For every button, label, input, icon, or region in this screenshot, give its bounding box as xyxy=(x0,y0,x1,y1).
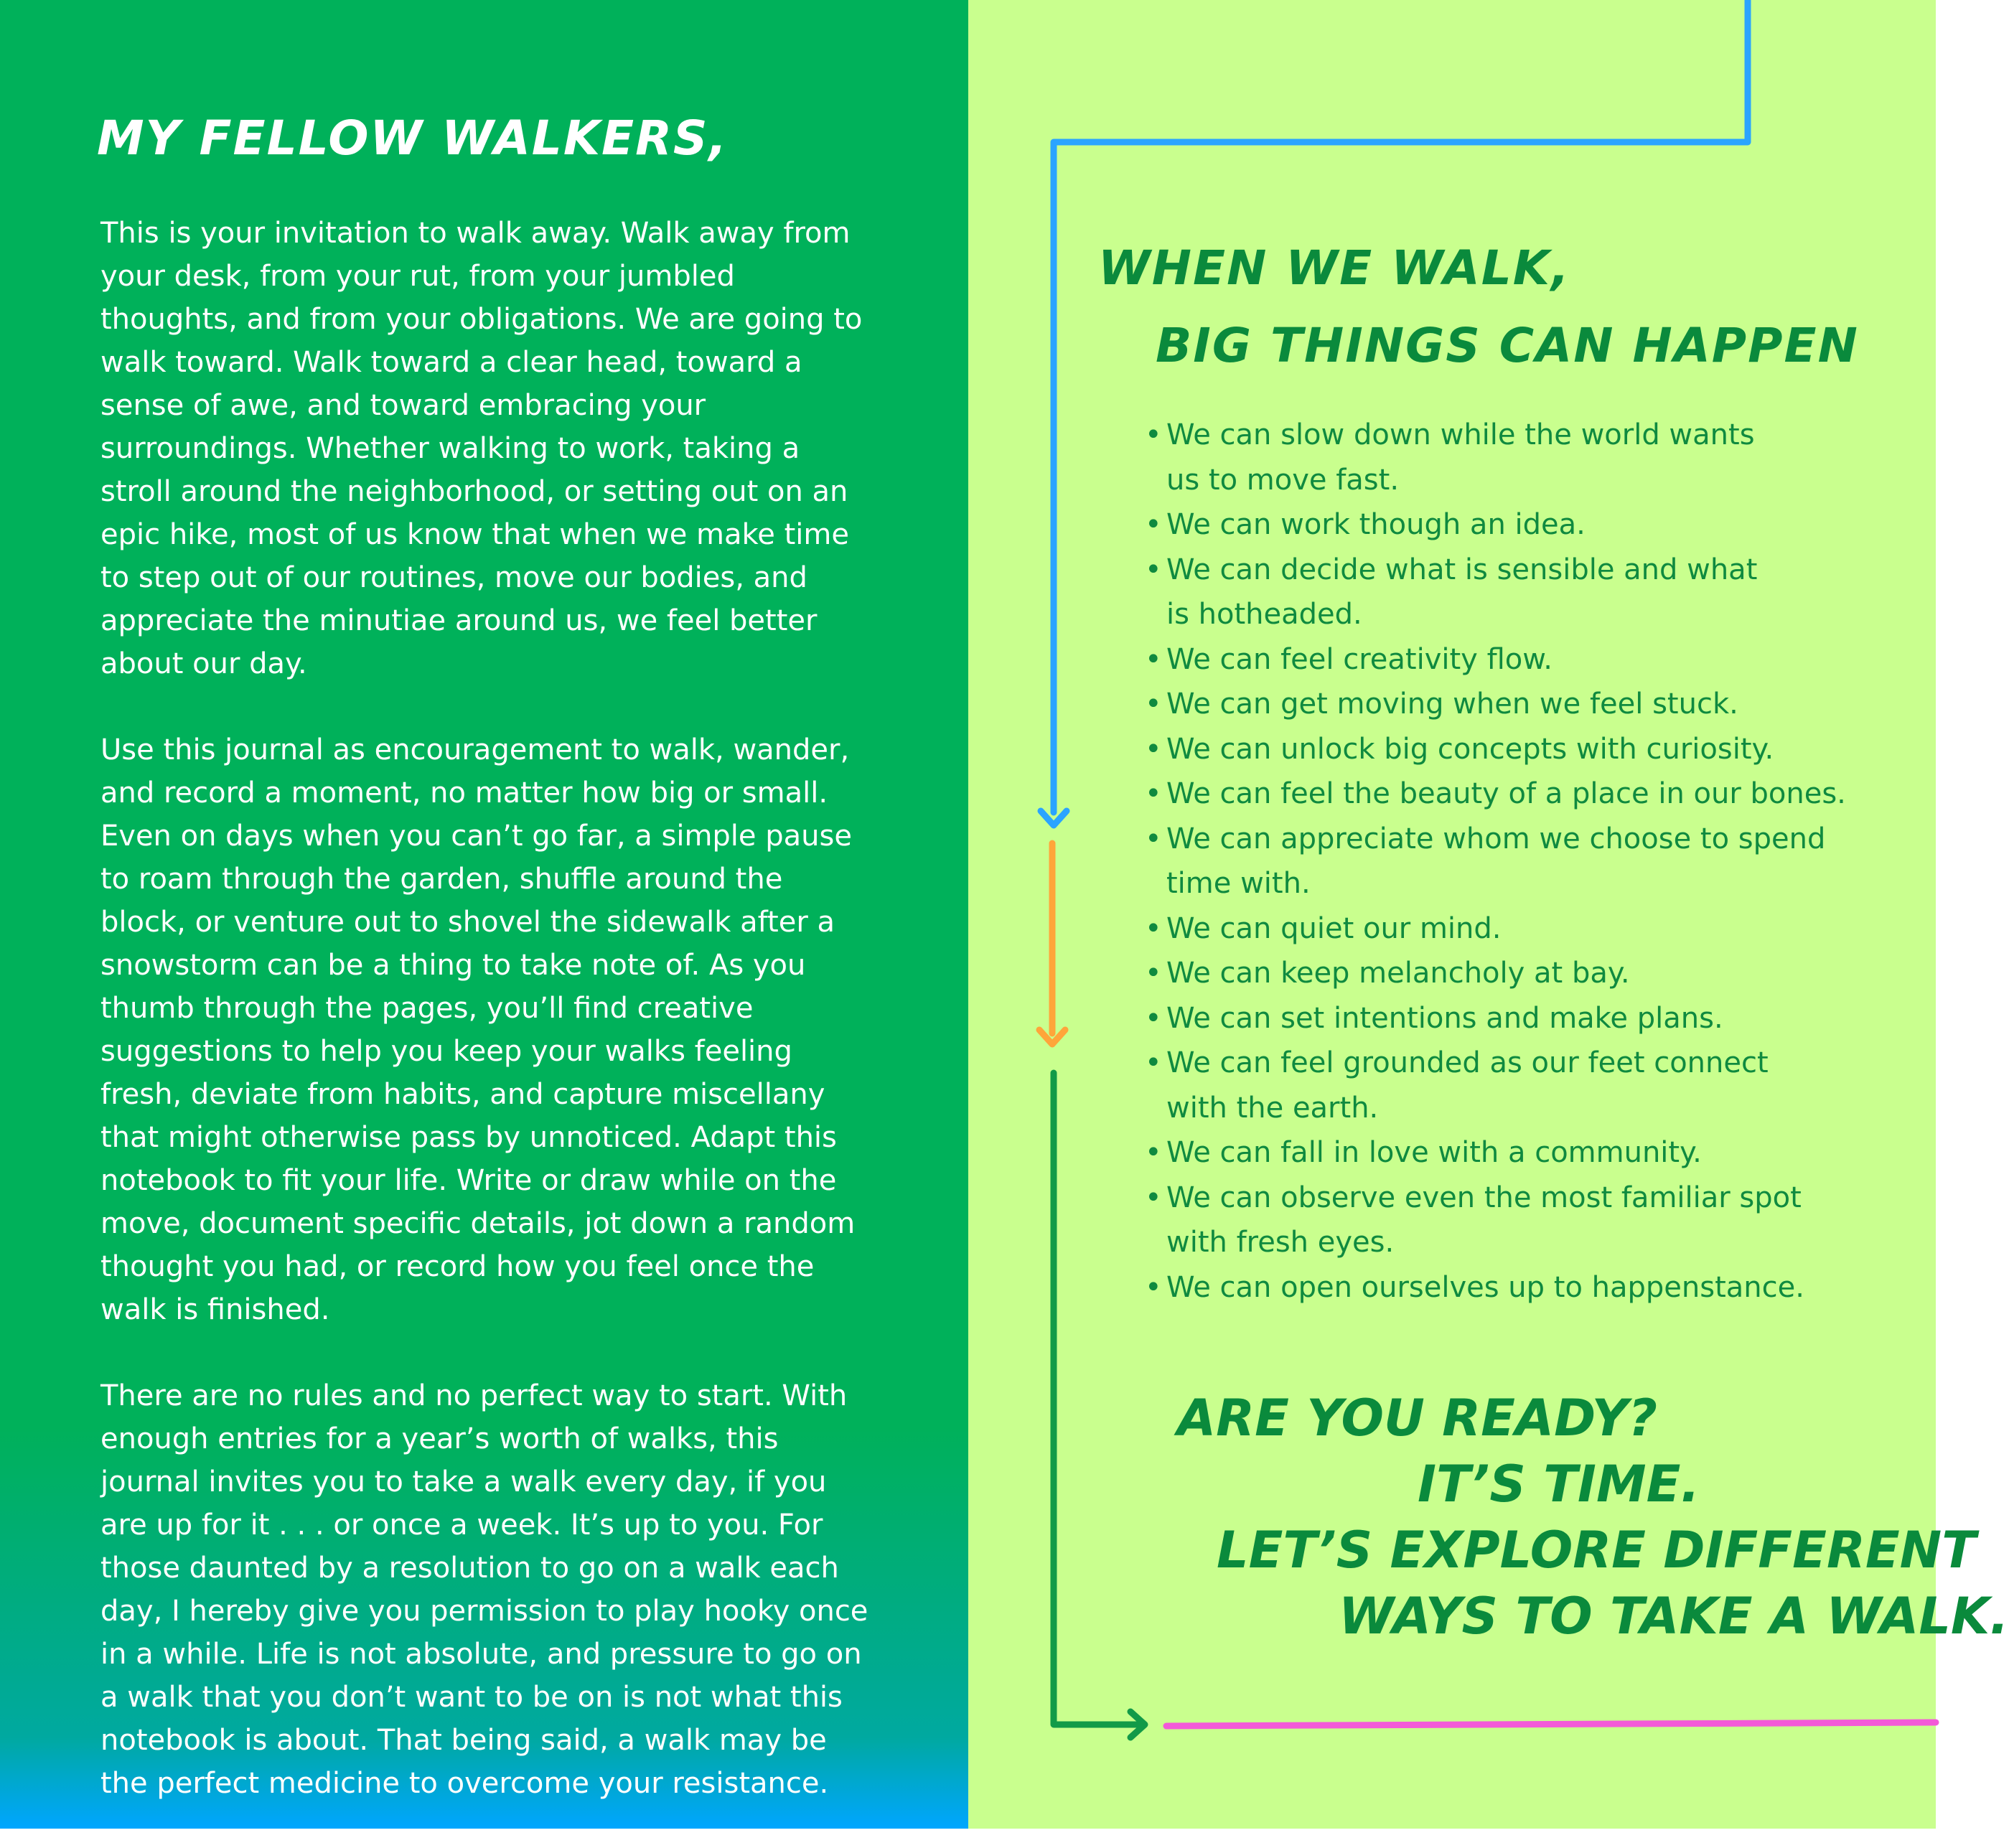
closing-line-3: LET’S EXPLORE DIFFERENT xyxy=(1217,1521,1976,1580)
benefit-item xyxy=(1145,548,1846,637)
benefit-item-line: • We can feel the beauty of a place in our bones. xyxy=(1166,777,1846,810)
benefit-item-line: • We can set intentions and make plans. xyxy=(1166,1001,1723,1035)
benefit-item-line: • We can observe even the most familiar spot xyxy=(1166,1181,1802,1214)
benefit-item-line: • We can work though an idea. xyxy=(1166,508,1586,541)
closing-line-4: WAYS TO TAKE A WALK. xyxy=(1339,1587,2009,1646)
benefit-item xyxy=(1145,1265,1846,1310)
closing-line-1: ARE YOU READY? xyxy=(1177,1389,1658,1448)
green-path-line xyxy=(1054,1073,1141,1725)
benefit-item-line: • We can appreciate whom we choose to spend xyxy=(1166,822,1826,855)
benefit-item-line: • We can unlock big concepts with curiosity. xyxy=(1166,732,1774,766)
benefit-item-line: time with. xyxy=(1166,867,1311,900)
benefit-item-line: with fresh eyes. xyxy=(1166,1226,1395,1259)
benefit-item-line: • We can open ourselves up to happenstance. xyxy=(1166,1270,1804,1304)
benefit-item xyxy=(1145,1130,1846,1176)
letter-paragraph-1: This is your invitation to walk away. Walk away from your desk, from your rut, from your jumbled thoughts, and from your obligations. We are going to walk toward. Walk toward a clear head, toward a sense of awe, and toward embracing your surroundings. Whether walking to work, taking a stroll around the neighborhood, or setting out on an epic hike, most of us know that when we make time to step out of our routines, move our bodies, and appreciate the minutiae around us, we feel better about our day. xyxy=(100,217,863,680)
benefit-item-line: • We can quiet our mind. xyxy=(1166,911,1502,945)
letter-title: MY FELLOW WALKERS, xyxy=(97,111,729,166)
benefit-item-line: • We can feel creativity flow. xyxy=(1166,642,1553,676)
benefit-item-line: • We can fall in love with a community. xyxy=(1166,1136,1702,1169)
benefit-item xyxy=(1145,502,1846,548)
benefit-item-line: • We can decide what is sensible and what xyxy=(1166,553,1758,586)
benefit-item-line: • We can keep melancholy at bay. xyxy=(1166,957,1630,990)
letter-paragraph-2: Use this journal as encouragement to walk, wander, and record a moment, no matter how big or small. Even on days when you can’t go far, a simple pause to roam through the garden, shuffle around the block, or venture out to shovel the sidewalk after a snowstorm can be a thing to take note of. As you thumb through the pages, you’ll find creative suggestions to help you keep your walks feeling fresh, deviate from habits, and capture miscellany that might otherwise pass by unnoticed. Adapt this notebook to fit your life. Write or draw while on the move, document specific details, jot down a random thought you had, or record how you feel once the walk is finished. xyxy=(100,733,856,1326)
benefit-item xyxy=(1145,771,1846,817)
closing-line-2: IT’S TIME. xyxy=(1418,1455,1700,1514)
magenta-path-line xyxy=(1166,1722,1936,1726)
benefit-item xyxy=(1145,413,1846,502)
benefit-item xyxy=(1145,637,1846,683)
benefits-title-line-1: WHEN WE WALK, xyxy=(1098,240,1570,296)
benefit-item-line: is hotheaded. xyxy=(1166,598,1362,631)
benefit-item xyxy=(1145,906,1846,952)
benefit-item xyxy=(1145,1041,1846,1130)
benefit-item xyxy=(1145,727,1846,772)
benefit-item xyxy=(1145,817,1846,906)
benefit-item xyxy=(1145,1176,1846,1265)
benefit-item xyxy=(1145,951,1846,996)
benefit-item xyxy=(1145,682,1846,727)
benefit-item-line: • We can feel grounded as our feet connect xyxy=(1166,1046,1769,1079)
benefit-item-line: • We can get moving when we feel stuck. xyxy=(1166,688,1738,721)
benefit-item-line: with the earth. xyxy=(1166,1091,1379,1125)
benefit-item xyxy=(1145,996,1846,1041)
benefit-item-line: us to move fast. xyxy=(1166,463,1400,497)
benefits-title xyxy=(1098,230,1859,385)
benefits-title-line-2: BIG THINGS CAN HAPPEN xyxy=(1156,318,1859,373)
benefit-item-line: • We can slow down while the world wants xyxy=(1166,418,1755,451)
benefits-list xyxy=(1145,413,1846,1310)
letter-paragraph-3: There are no rules and no perfect way to start. With enough entries for a year’s worth of walks, this journal invites you to take a walk every day, if you are up for it . . . or once a week. It’s up to you. For those daunted by a resolution to go on a walk each day, I hereby give you permission to play hooky once in a while. Life is not absolute, and pressure to go on a walk that you don’t want to be on is not what this notebook is about. That being said, a walk may be the perfect medicine to overcome your resistance. xyxy=(100,1379,868,1800)
